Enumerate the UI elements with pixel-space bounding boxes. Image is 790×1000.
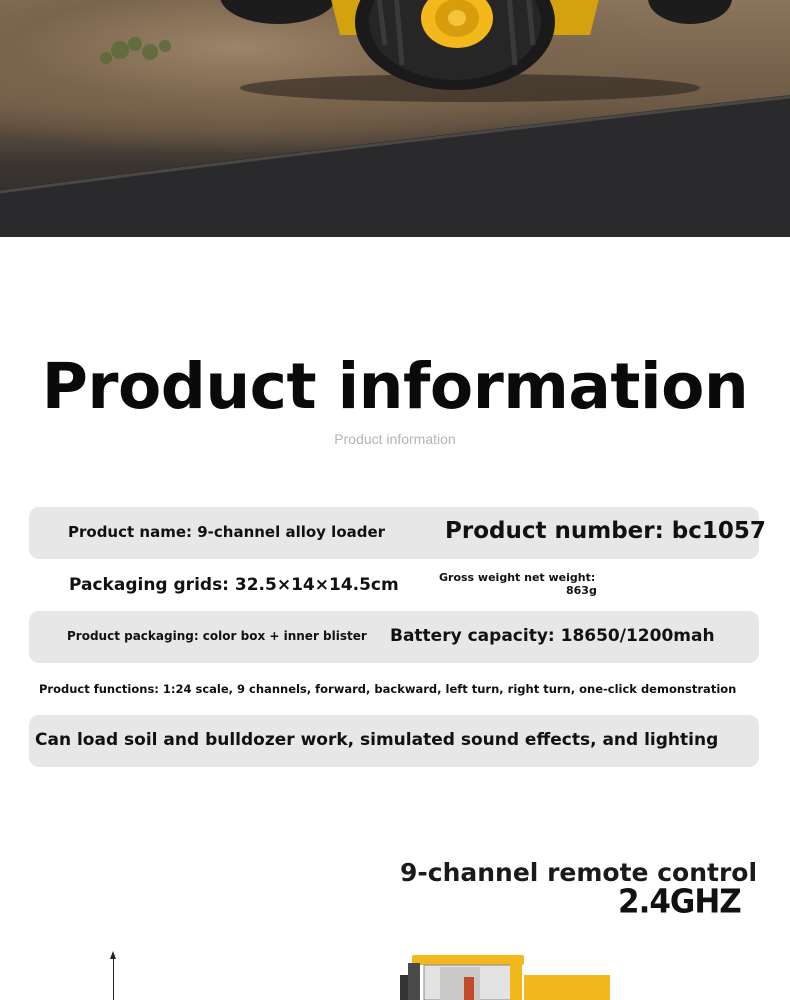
hero-photo [0, 0, 790, 237]
battery-capacity: Battery capacity: 18650/1200mah [390, 626, 715, 646]
remote-frequency: 2.4GHZ [618, 883, 741, 921]
page-title: Product information [41, 350, 749, 423]
packaging-grids: Packaging grids: 32.5×14×14.5cm [69, 575, 399, 595]
product-features: Can load soil and bulldozer work, simulated sound effects, and lighting [35, 730, 719, 750]
gross-weight-label: Gross weight net weight: [439, 571, 596, 584]
dimension-line [113, 958, 114, 1000]
gross-weight-value: 863g [566, 584, 597, 597]
page-subtitle: Product information [334, 431, 456, 447]
product-name: Product name: 9-channel alloy loader [68, 523, 386, 541]
loader-wheels-illustration [0, 0, 790, 237]
product-functions: Product functions: 1:24 scale, 9 channels, forward, backward, left turn, right turn, one-click demonstration [39, 682, 737, 696]
loader-cab-image [400, 945, 610, 1000]
product-packaging: Product packaging: color box + inner blister [67, 629, 367, 643]
product-number: Product number: bc1057 [445, 518, 766, 544]
remote-control-title: 9-channel remote control [400, 858, 758, 887]
